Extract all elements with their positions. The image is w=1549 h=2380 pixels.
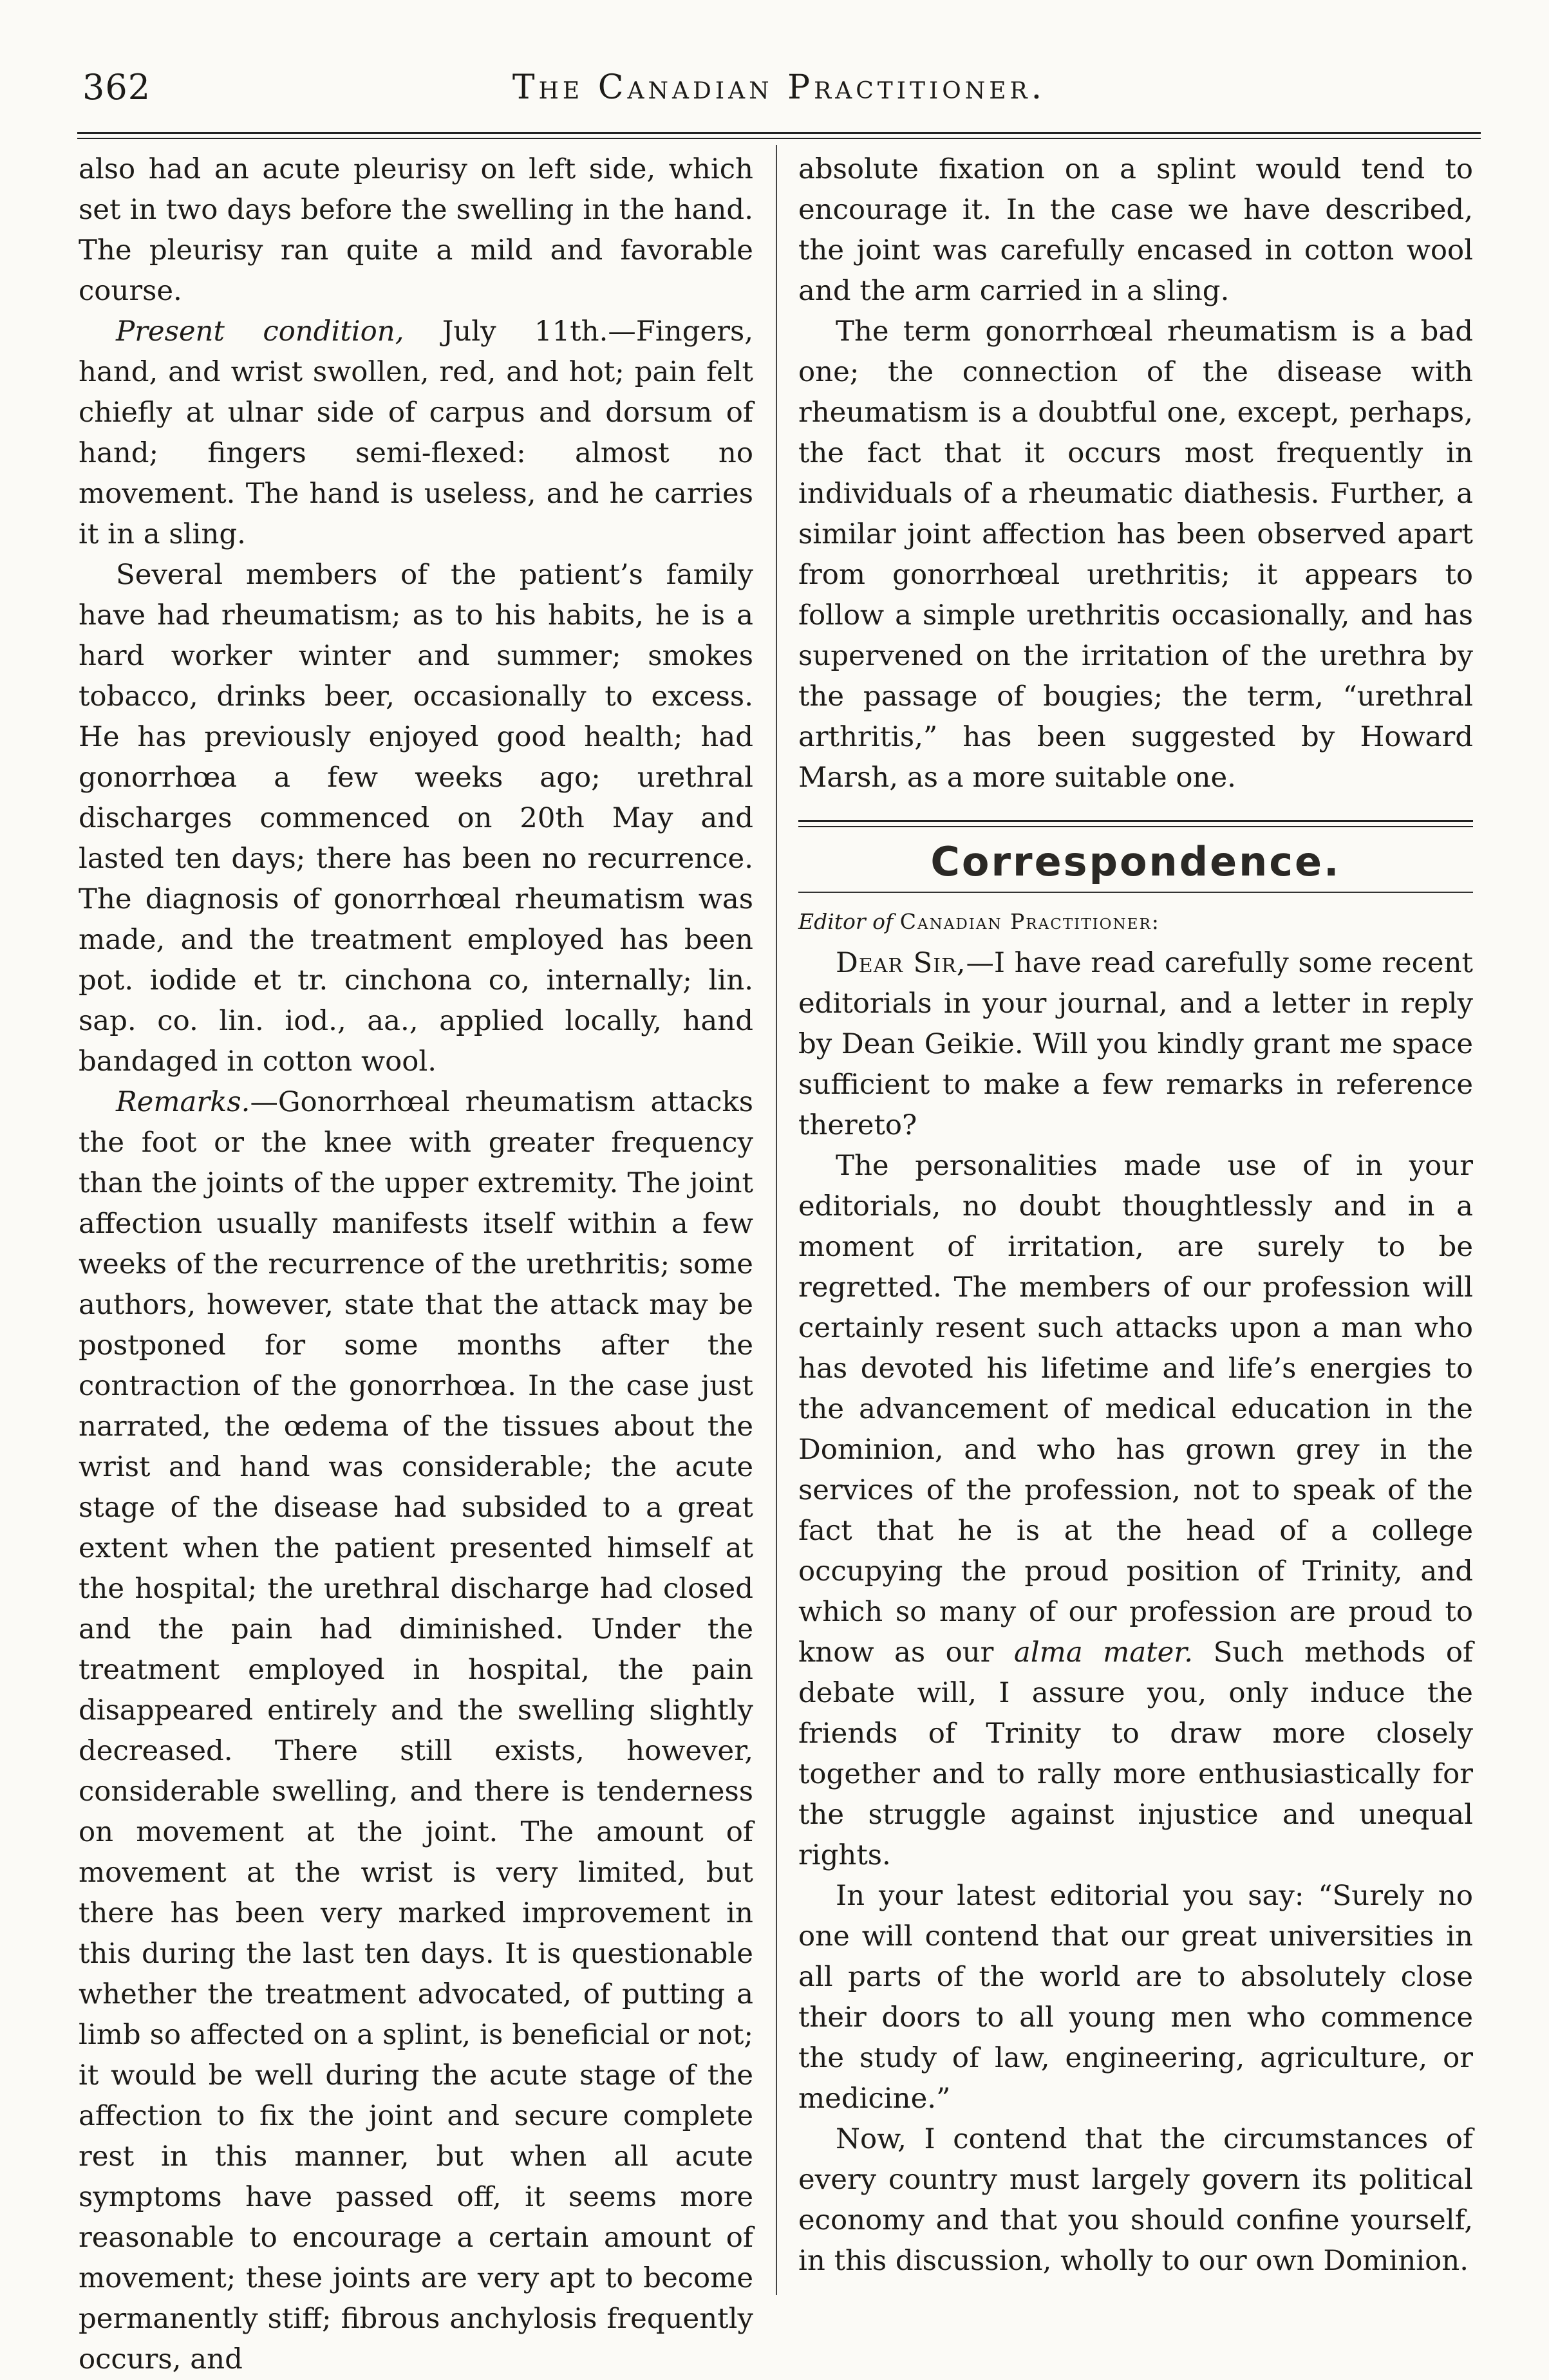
paragraph-text: July 11th.—Fingers, hand, and wrist swollen, red, and hot; pain felt chiefly at ulnar side of carpus and dorsum of hand; fingers semi-flexed: almost no movement. The hand is useless, and he carries it in a sling. xyxy=(79,315,753,550)
section-heading: Correspondence. xyxy=(930,838,1341,885)
paragraph-text: —Gonorrhœal rheumatism attacks the foot or the knee with greater frequency than the joints of the upper extremity. The joint affection usually manifests itself within a few weeks of the recurrence of the urethritis; some authors, however, state that the attack may be postponed for some months after the contraction of the gonorrhœa. In the case just narrated, the œdema of the tissues about the wrist and hand was considerable; the acute stage of the disease had subsided to a great extent when the patient presented himself at the hospital; the urethral discharge had closed and the pain had diminished. Under the treatment employed in hospital, the pain disappeared entirely and the swelling slightly decreased. There still exists, however, considerable swelling, and there is tenderness on movement at the joint. The amount of movement at the wrist is very limited, but there has been very marked improvement in this during the last ten days. It is questionable whether the treatment advocated, of putting a limb so affected on a splint, is beneficial or not; it would be well during the acute stage of the affection to fix the joint and secure complete rest in this manner, but when all acute symptoms have passed off, it seems more reasonable to encourage a certain amount of movement; these joints are very apt to become permanently stiff; fibrous anchylosis frequently occurs, and xyxy=(79,1086,753,2375)
editor-address xyxy=(798,906,1473,938)
page-number: 362 xyxy=(82,67,151,108)
column-divider xyxy=(776,145,777,2295)
paragraph: absolute fixation on a splint would tend to encourage it. In the case we have described, the joint was carefully encased in cotton wool and the arm carried in a sling. xyxy=(798,153,1473,307)
paragraph xyxy=(79,312,753,555)
running-title: The Canadian Practitioner. xyxy=(512,68,1046,107)
salutation: Dear Sir, xyxy=(836,947,966,979)
italic-lead: Present condition, xyxy=(116,315,404,348)
editor-journal: Canadian Practitioner: xyxy=(899,909,1160,934)
paragraph: Several members of the patient’s family have had rheumatism; as to his habits, he is a hard worker winter and summer; smokes tobacco, drinks beer, occasionally to excess. He has previously enjoyed good health; had gonorrhœa a few weeks ago; urethral discharges commenced on 20th May and lasted ten days; there has been no recurrence. The diagnosis of gonorrhœal rheumatism was made, and the treatment employed has been pot. iodide et tr. cinchona co, internally; lin. sap. co. lin. iod., aa., applied locally, hand bandaged in cotton wool. xyxy=(79,559,753,1078)
section-double-rule xyxy=(798,820,1473,827)
header-double-rule xyxy=(77,132,1481,139)
paragraph-text: —I have read carefully some recent editorials in your journal, and a letter in reply by Dean Geikie. Will you kindly grant me space sufficient to make a few remarks in reference thereto? xyxy=(798,947,1473,1141)
paragraph-text: Such methods of debate will, I assure you, only induce the friends of Trinity to draw more closely together and to rally more enthusiastically for the struggle against injustice and unequal rights. xyxy=(798,1636,1474,1871)
right-column xyxy=(798,149,1473,2282)
paragraph-text: The personalities made use of in your editorials, no doubt thoughtlessly and in a moment of irritation, are surely to be regretted. The members of our profession will certainly resent such attacks upon a man who has devoted his lifetime and life’s energies to the advancement of medical education in the Dominion, and who has grown grey in the services of the profession, not to speak of the fact that he is at the head of a college occupying the proud position of Trinity, and which so many of our profession are proud to know as our xyxy=(798,1150,1473,1669)
paragraph: also had an acute pleurisy on left side, which set in two days before the swelling in the hand. The pleurisy ran quite a mild and favorable course. xyxy=(79,153,753,307)
italic-phrase: alma mater. xyxy=(1013,1636,1194,1669)
paragraph: In your latest editorial you say: “Surely no one will contend that our great universities in all parts of the world are to absolutely close their doors to all young men who commence the study of law, engineering, agriculture, or medicine.” xyxy=(798,1880,1473,2115)
paragraph xyxy=(798,1146,1473,1876)
paragraph xyxy=(79,1082,753,2380)
page-header xyxy=(77,64,1481,116)
paragraph: The term gonorrhœal rheumatism is a bad one; the connection of the disease with rheumatism is a doubtful one, except, perhaps, the fact that it occurs most frequently in individuals of a rheumatic diathesis. Further, a similar joint affection has been observed apart from gonorrhœal urethritis; it appears to follow a simple urethritis occasionally, and has supervened on the irritation of the urethra by the passage of bougies; the term, “urethral arthritis,” has been suggested by Howard Marsh, as a more suitable one. xyxy=(798,315,1473,794)
left-column xyxy=(79,149,753,2380)
editor-prefix: Editor of xyxy=(798,909,894,934)
italic-lead: Remarks. xyxy=(116,1086,250,1118)
paragraph xyxy=(798,943,1473,1146)
section-rule xyxy=(798,892,1473,893)
paragraph: Now, I contend that the circumstances of every country must largely govern its political economy and that you should confine yourself, in this discussion, wholly to our own Dominion. xyxy=(798,2123,1473,2277)
